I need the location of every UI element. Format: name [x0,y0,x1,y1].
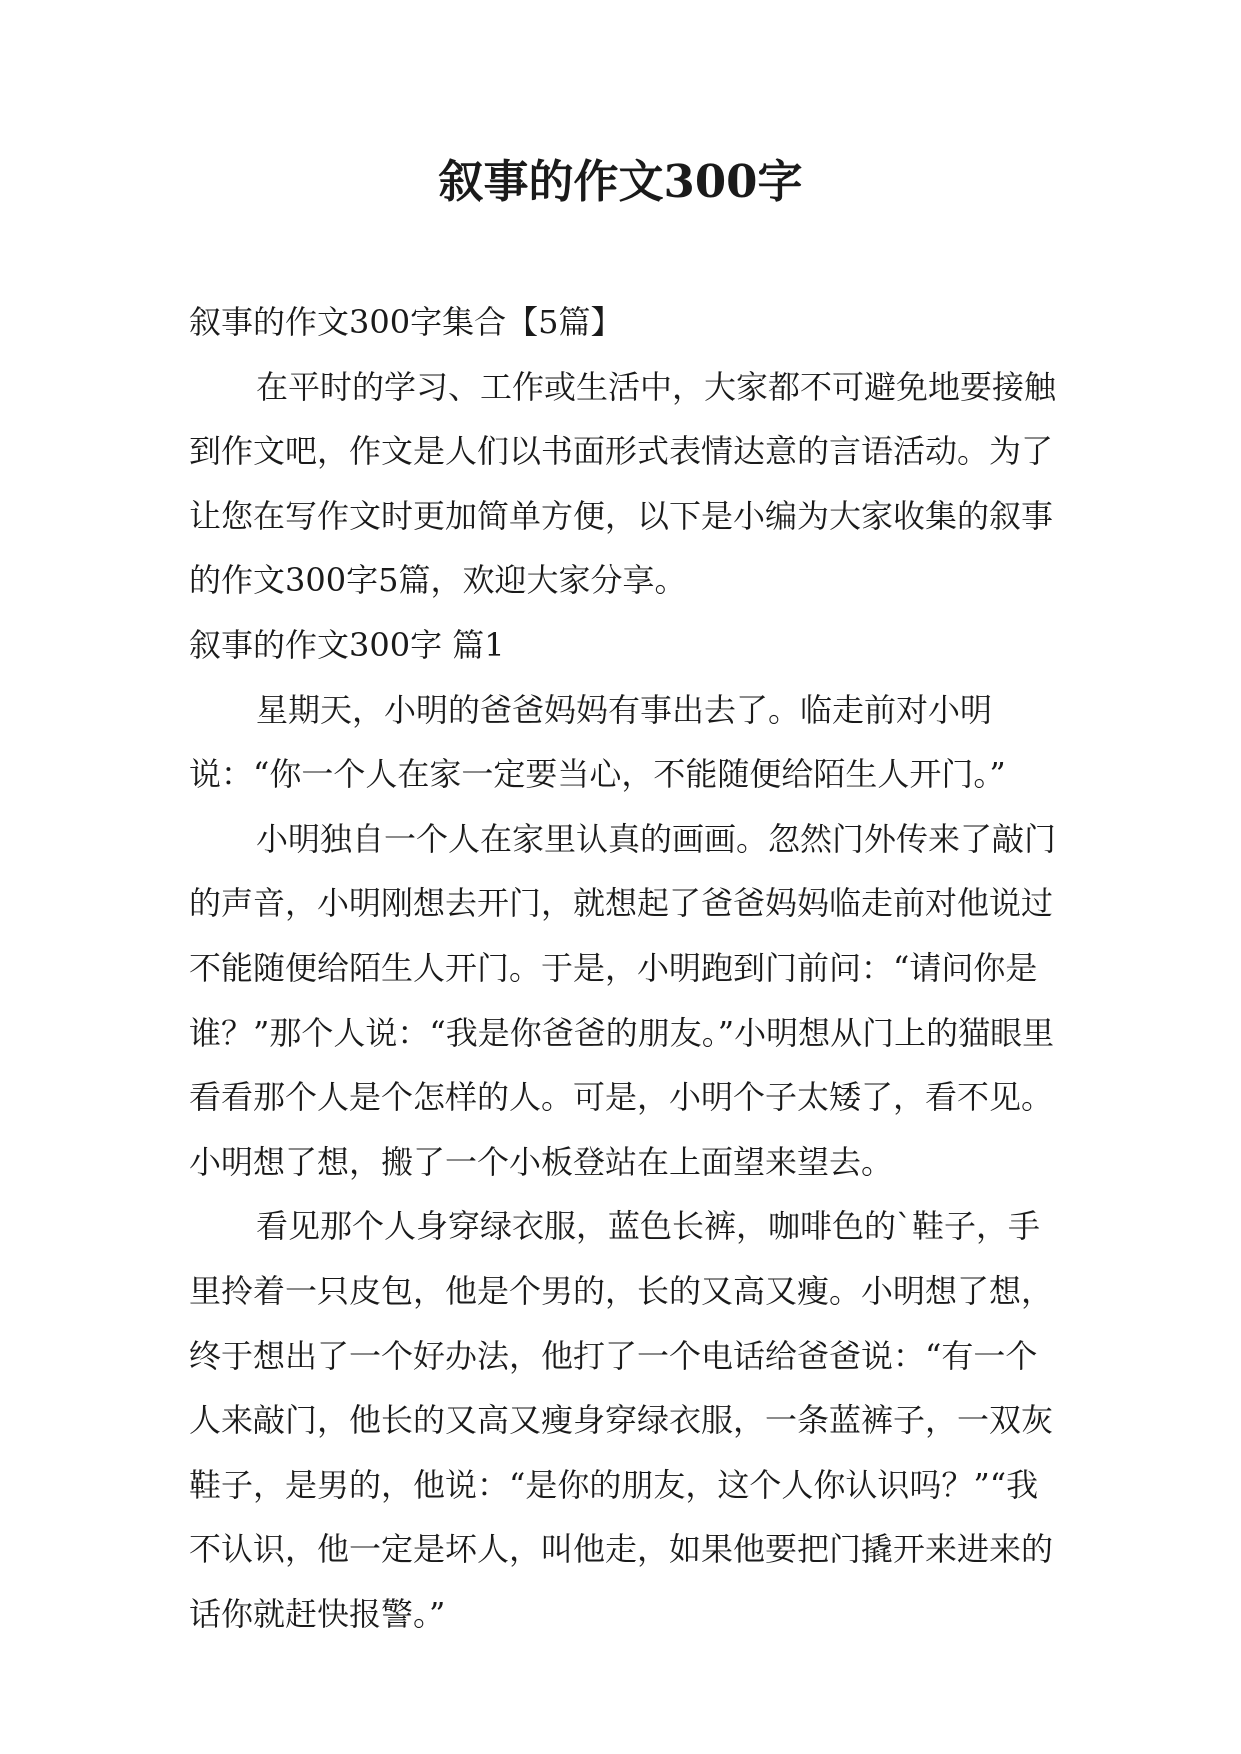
story-paragraph-2: 小明独自一个人在家里认真的画画。忽然门外传来了敲门的声音，小明刚想去开门，就想起了爸爸妈妈临走前对他说过不能随便给陌生人开门。于是，小明跑到门前问：“请问你是谁？”那个人说：“我是你爸爸的朋友。”小明想从门上的猫眼里看看那个人是个怎样的人。可是，小明个子太矮了，看不见。小明想了想，搬了一个小板登站在上面望来望去。 [189,819,1057,1181]
document-title: 叙事的作文300字 [438,155,803,208]
document-body [189,290,1069,1646]
section-title: 叙事的作文300字 篇1 [189,625,505,664]
collection-heading: 叙事的作文300字集合【5篇】 [189,303,623,341]
story-paragraph-3: 看见那个人身穿绿衣服，蓝色长裤，咖啡色的`鞋子，手里拎着一只皮包，他是个男的，长的又高又瘦。小明想了想，终于想出了一个好办法，他打了一个电话给爸爸说：“有一个人来敲门，他长的又高又瘦身穿绿衣服，一条蓝裤子，一双灰鞋子，是男的，他说：“是你的朋友，这个人你认识吗？”“我不认识，他一定是坏人，叫他走，如果他要把门撬开来进来的话你就赶快报警。” [189,1207,1054,1633]
intro-paragraph: 在平时的学习、工作或生活中，大家都不可避免地要接触到作文吧，作文是人们以书面形式表情达意的言语活动。为了让您在写作文时更加简单方便，以下是小编为大家收集的叙事的作文300字5篇，欢迎大家分享。 [189,367,1057,600]
story-paragraph-1: 星期天，小明的爸爸妈妈有事出去了。临走前对小明说：“你一个人在家一定要当心，不能随便给陌生人开门。” [189,690,1006,794]
